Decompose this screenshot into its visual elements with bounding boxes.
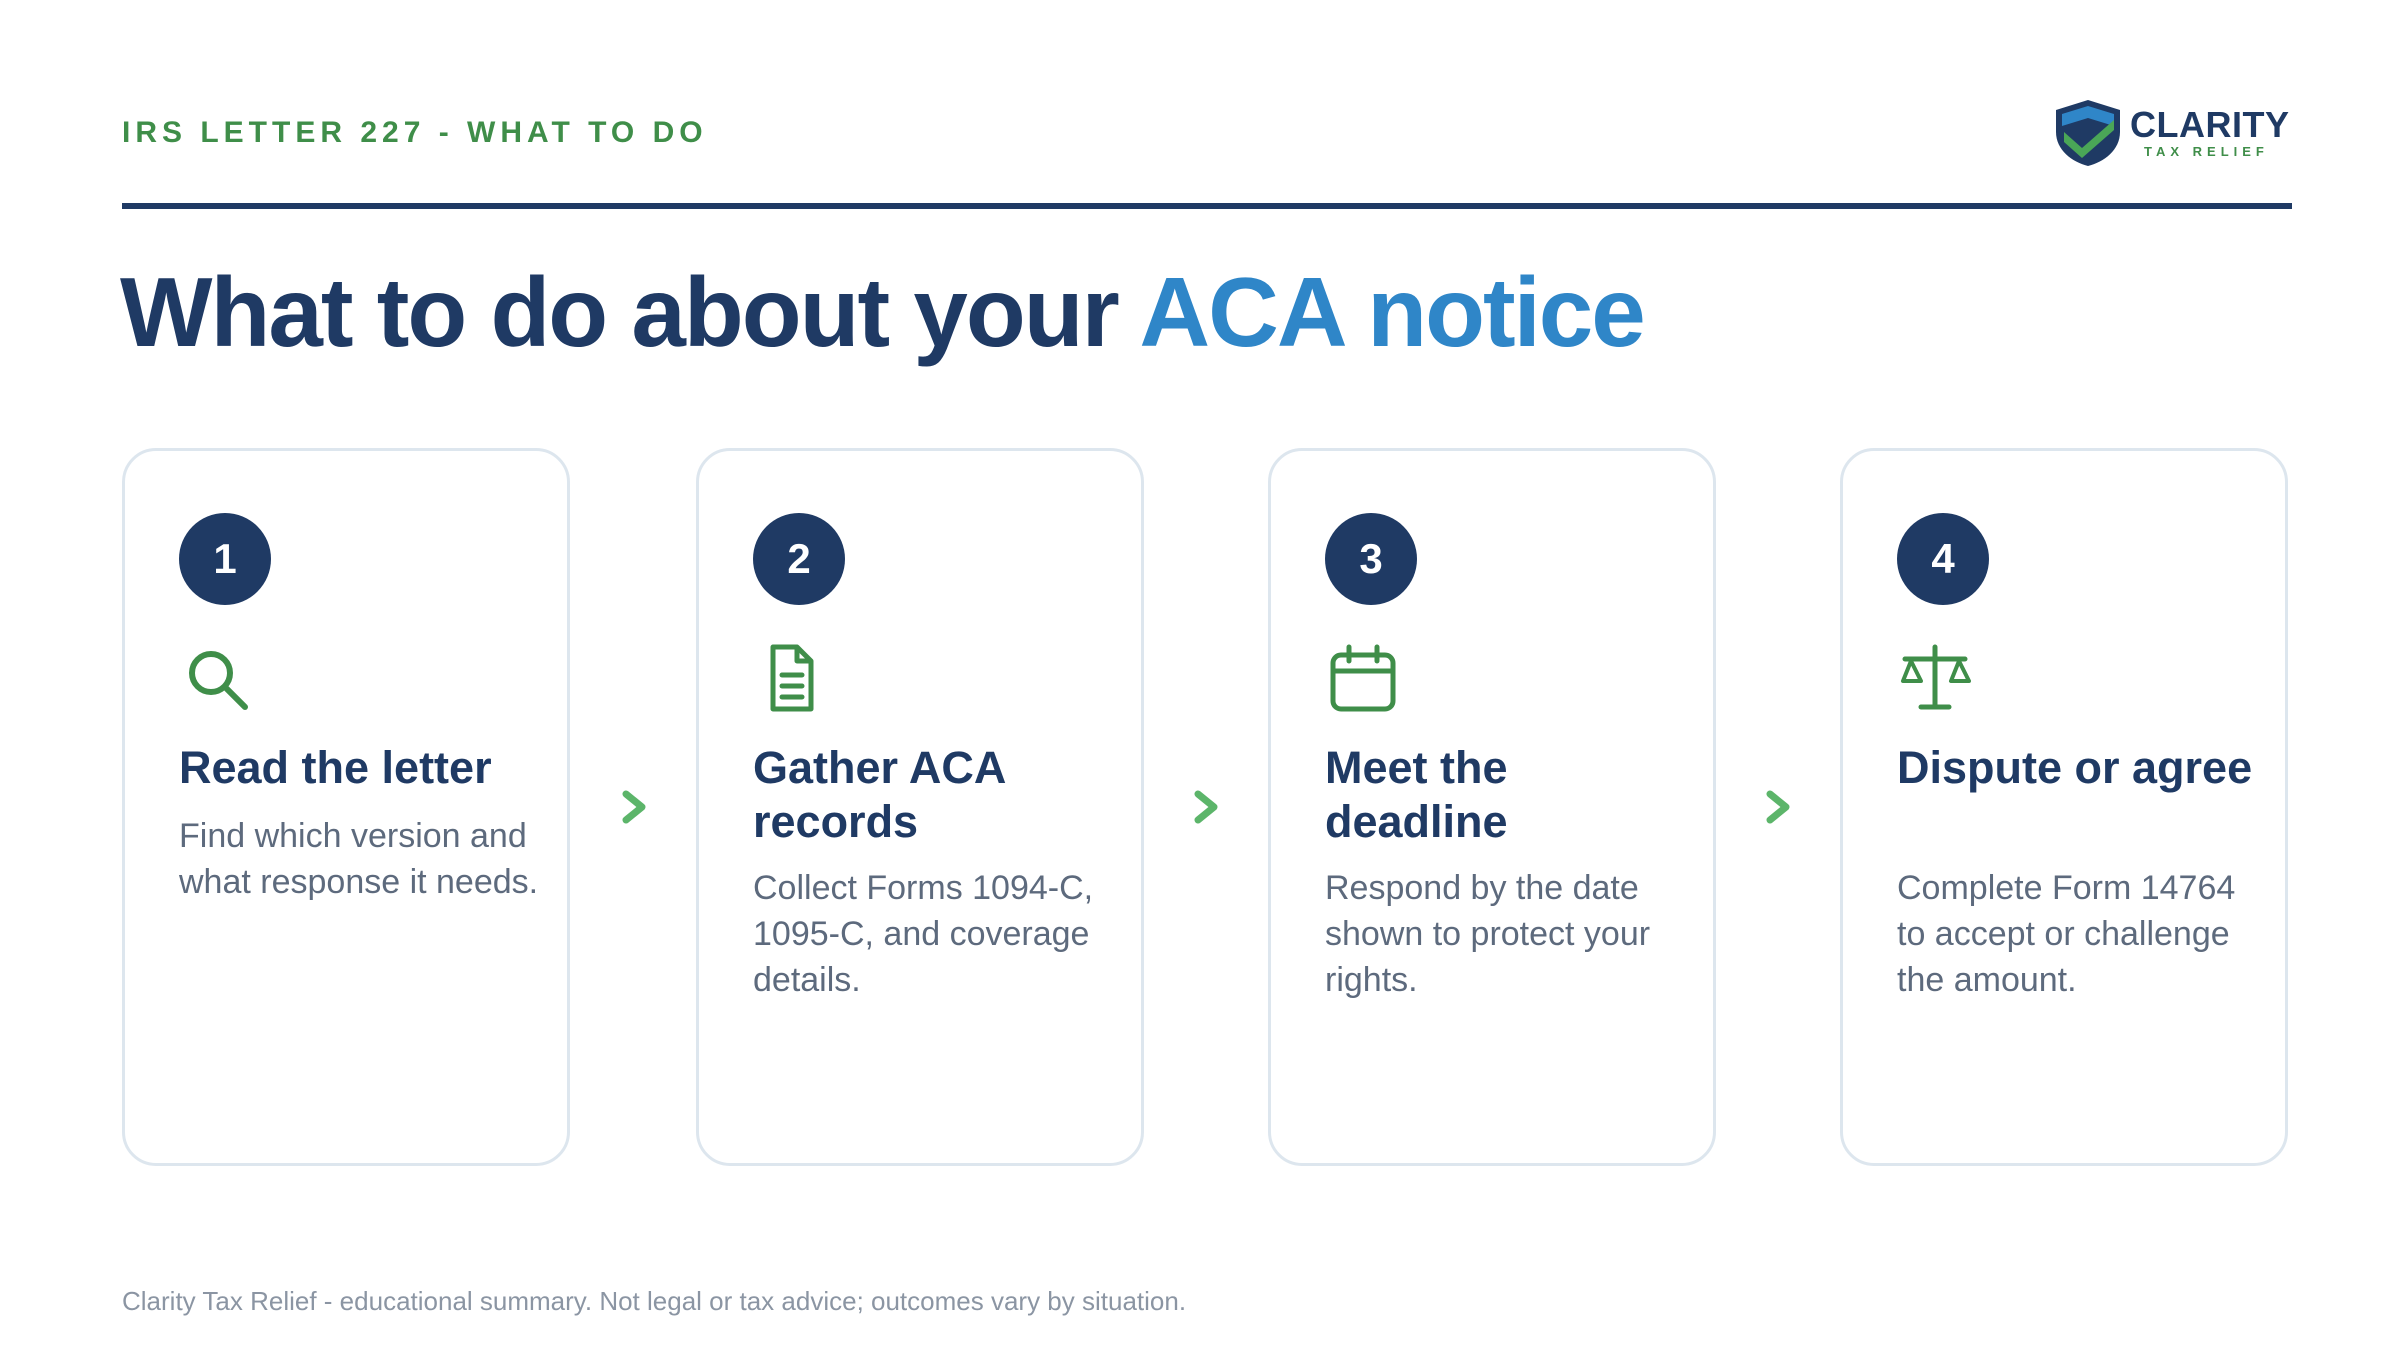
logo [2050, 96, 2290, 168]
chevron-right-icon [1764, 790, 1792, 824]
step-card-4 [1840, 448, 2288, 1166]
step-title: Meet the deadline [1325, 742, 1508, 847]
step-card-2 [696, 448, 1144, 1166]
step-card-3 [1268, 448, 1716, 1166]
step-description: Find which version and what response it needs. [179, 817, 539, 901]
step-number-badge: 4 [1897, 513, 1989, 605]
step-number-badge: 3 [1325, 513, 1417, 605]
header-divider [122, 203, 2292, 209]
step-number-badge: 1 [179, 513, 271, 605]
step-title: Gather ACA records [753, 742, 1005, 847]
document-icon [753, 641, 829, 717]
step-card-1 [122, 448, 570, 1166]
page-title-accent: ACA notice [1139, 257, 1644, 367]
step-number-badge: 2 [753, 513, 845, 605]
logo-wordmark: CLARITY [2130, 104, 2290, 145]
chevron-right-icon [620, 790, 648, 824]
logo-tagline: TAX RELIEF [2144, 144, 2269, 159]
step-title: Read the letter [179, 742, 492, 793]
page-title [120, 256, 1644, 369]
calendar-icon [1325, 641, 1401, 717]
eyebrow-title: IRS LETTER 227 - WHAT TO DO [122, 116, 708, 149]
shield-icon [2050, 96, 2126, 168]
footer-disclaimer: Clarity Tax Relief - educational summary. Not legal or tax advice; outcomes vary by situation. [122, 1286, 1187, 1316]
step-description: Respond by the date shown to protect your rights. [1325, 869, 1651, 999]
step-title: Dispute or agree [1897, 742, 2253, 793]
chevron-right-icon [1192, 790, 1220, 824]
magnifying-glass-icon [179, 641, 255, 717]
scales-icon [1897, 641, 1973, 717]
page-title-lead: What to do about your [120, 257, 1140, 367]
step-description: Collect Forms 1094-C, 1095-C, and coverage details. [753, 869, 1094, 999]
step-description: Complete Form 14764 to accept or challenge the amount. [1897, 869, 2236, 999]
